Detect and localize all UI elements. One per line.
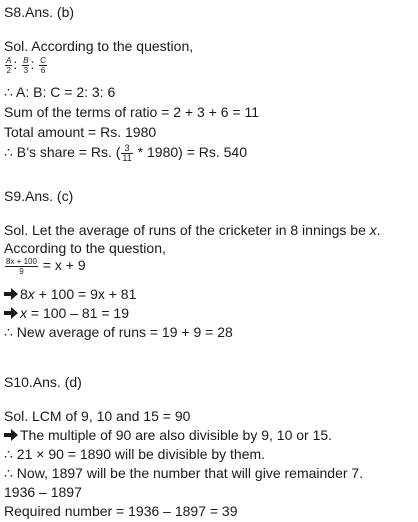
right-arrow-icon: [4, 288, 18, 300]
frac-c: $\frac{C}{6}$: [40, 56, 47, 75]
s10-lcm: Sol. LCM of 9, 10 and 15 = 90: [4, 408, 191, 424]
right-arrow-icon: [4, 429, 18, 441]
frac-a: $\frac{A}{2}$: [6, 56, 12, 75]
s10-product: ∴ 21 × 90 = 1890 will be divisible by them.: [4, 446, 266, 462]
s8-sol: Sol. According to the question,: [4, 38, 194, 54]
s8-ratio: ∴ A: B: C = 2: 3: 6: [4, 84, 116, 100]
s9-step2: x = 100 – 81 = 19: [4, 305, 129, 322]
s8-heading: S8.Ans. (b): [4, 4, 75, 20]
s8-share: ∴ B’s share = Rs. ( $\frac{3}{11}$ * 1980) = Rs. 540: [4, 143, 248, 163]
s10-required: Required number = 1936 – 1897 = 39: [4, 503, 238, 519]
s9-result: ∴ New average of runs = 19 + 9 = 28: [4, 324, 233, 340]
s10-heading: S10.Ans. (d): [4, 374, 82, 390]
s10-now: ∴ Now, 1897 will be the number that will give remainder 7.: [4, 465, 364, 481]
s9-according: According to the question,: [4, 240, 166, 256]
s8-ratio-fractions: [4, 56, 48, 75]
s9-equation: $\frac{8x + 100}{9}$ = x + 9: [6, 257, 86, 276]
s10-multiple: The multiple of 90 are also divisible by 9, 10 or 15.: [4, 427, 332, 444]
share-fraction: $\frac{3}{11}$: [122, 143, 132, 163]
s8-total: Total amount = Rs. 1980: [4, 124, 157, 140]
s9-step1: 8x + 100 = 9x + 81: [4, 286, 136, 303]
equation-fraction: $\frac{8x + 100}{9}$: [6, 257, 37, 276]
ratio-sep: :: [30, 56, 35, 73]
s9-sol: Sol. Let the average of runs of the cricketer in 8 innings be x.: [4, 222, 381, 238]
ratio-sep: :: [13, 56, 18, 73]
frac-b: $\frac{B}{3}$: [23, 56, 29, 75]
s10-diff: 1936 – 1897: [4, 484, 82, 500]
right-arrow-icon: [4, 307, 18, 319]
s8-sum: Sum of the terms of ratio = 2 + 3 + 6 = 11: [4, 104, 259, 120]
s9-heading: S9.Ans. (c): [4, 188, 74, 204]
